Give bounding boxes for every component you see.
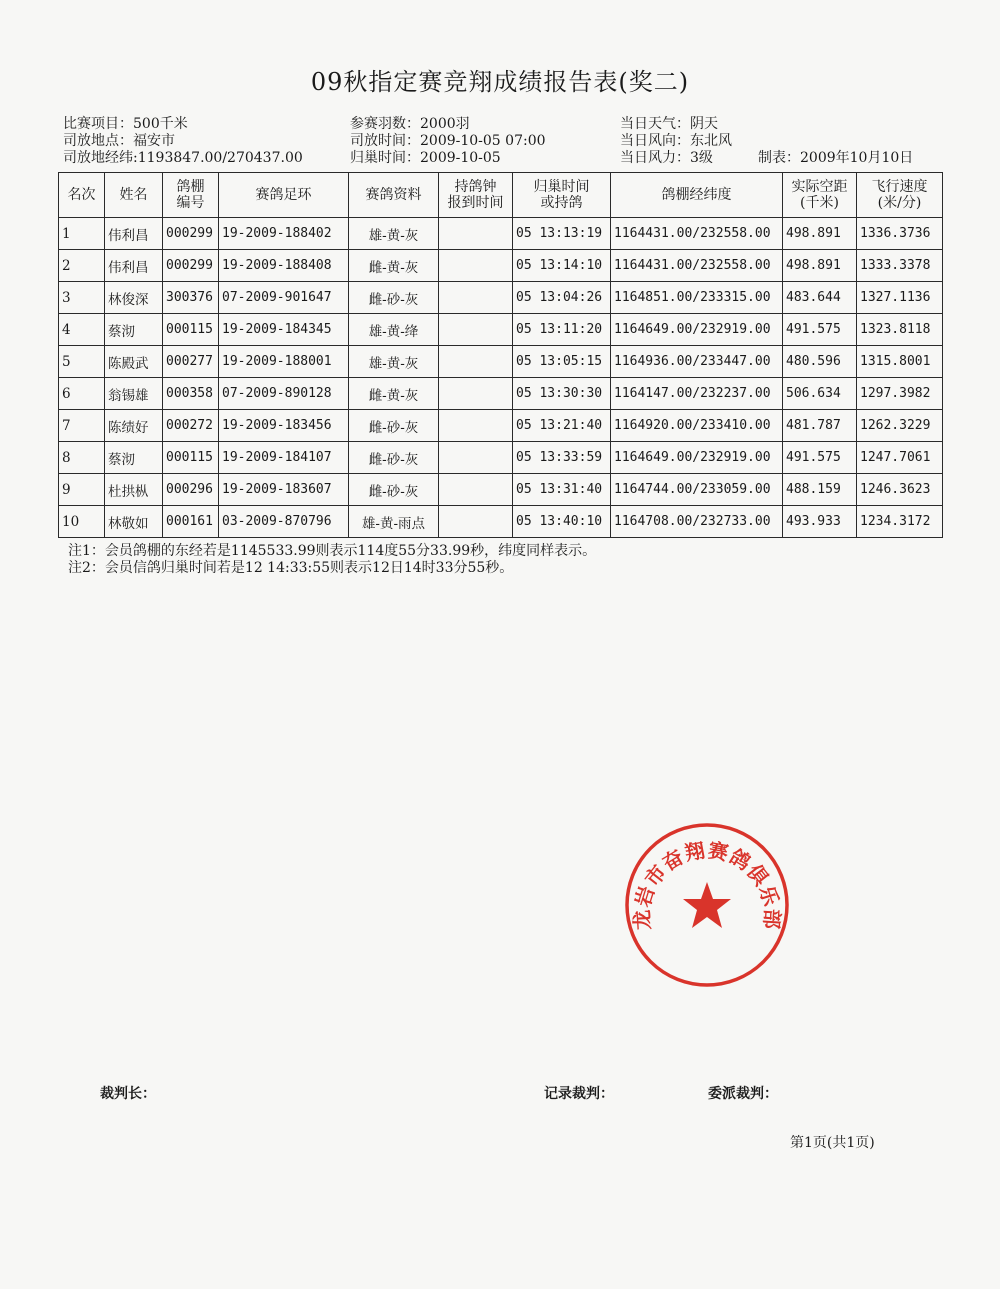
table-cell: 1164431.00/232558.00 xyxy=(611,218,783,250)
table-cell: 1 xyxy=(59,218,105,250)
table-row xyxy=(59,282,943,314)
table-cell: 林俊深 xyxy=(105,282,163,314)
table-row xyxy=(59,218,943,250)
table-cell: 1333.3378 xyxy=(857,250,943,282)
table-cell: 000277 xyxy=(163,346,219,378)
table-cell: 雌-黄-灰 xyxy=(349,378,439,410)
table-cell: 491.575 xyxy=(783,442,857,474)
table-cell: 480.596 xyxy=(783,346,857,378)
table-cell: 1164649.00/232919.00 xyxy=(611,314,783,346)
column-header: 飞行速度 (米/分) xyxy=(857,173,943,218)
wind-direction: 当日风向：东北风 xyxy=(620,133,732,149)
table-cell xyxy=(439,346,513,378)
info-col-3 xyxy=(620,116,732,167)
table-row xyxy=(59,250,943,282)
release-time: 司放时间：2009-10-05 07:00 xyxy=(350,133,546,149)
table-cell: 1246.3623 xyxy=(857,474,943,506)
table-cell: 林敬如 xyxy=(105,506,163,538)
table-cell: 5 xyxy=(59,346,105,378)
table-cell: 1262.3229 xyxy=(857,410,943,442)
column-header: 赛鸽足环 xyxy=(219,173,349,218)
table-cell: 07-2009-890128 xyxy=(219,378,349,410)
table-cell: 蔡沏 xyxy=(105,314,163,346)
table-cell: 陈殿武 xyxy=(105,346,163,378)
info-col-2 xyxy=(350,116,546,167)
table-cell: 陈绩好 xyxy=(105,410,163,442)
table-cell: 03-2009-870796 xyxy=(219,506,349,538)
table-cell xyxy=(439,506,513,538)
notes xyxy=(68,543,596,577)
table-cell xyxy=(439,474,513,506)
table-cell: 19-2009-184345 xyxy=(219,314,349,346)
column-header: 归巢时间 或持鸽 xyxy=(513,173,611,218)
table-row xyxy=(59,442,943,474)
column-header: 鸽棚 编号 xyxy=(163,173,219,218)
table-cell: 000299 xyxy=(163,218,219,250)
table-cell: 506.634 xyxy=(783,378,857,410)
release-coordinates: 司放地经纬:1193847.00/270437.00 xyxy=(63,150,303,166)
table-cell: 19-2009-188001 xyxy=(219,346,349,378)
table-cell: 000296 xyxy=(163,474,219,506)
note-2: 注2：会员信鸽归巢时间若是12 14:33:55则表示12日14时33分55秒。 xyxy=(68,560,514,576)
table-cell: 000161 xyxy=(163,506,219,538)
table-cell: 1297.3982 xyxy=(857,378,943,410)
table-cell: 300376 xyxy=(163,282,219,314)
table-cell: 000358 xyxy=(163,378,219,410)
table-cell: 1247.7061 xyxy=(857,442,943,474)
table-cell: 05 13:11:20 xyxy=(513,314,611,346)
table-cell: 1164744.00/233059.00 xyxy=(611,474,783,506)
table-cell: 000272 xyxy=(163,410,219,442)
table-cell: 05 13:40:10 xyxy=(513,506,611,538)
results-table xyxy=(58,172,943,538)
table-cell: 1164920.00/233410.00 xyxy=(611,410,783,442)
report-date: 制表：2009年10月10日 xyxy=(758,150,914,166)
table-row xyxy=(59,410,943,442)
table-cell: 05 13:14:10 xyxy=(513,250,611,282)
table-cell: 1336.3736 xyxy=(857,218,943,250)
table-cell: 000115 xyxy=(163,442,219,474)
table-cell: 3 xyxy=(59,282,105,314)
document-title: 09秋指定赛竞翔成绩报告表(奖二) xyxy=(310,68,690,96)
table-cell: 19-2009-183607 xyxy=(219,474,349,506)
table-cell: 19-2009-184107 xyxy=(219,442,349,474)
table-cell: 481.787 xyxy=(783,410,857,442)
table-row xyxy=(59,474,943,506)
table-cell: 05 13:33:59 xyxy=(513,442,611,474)
record-referee-label: 记录裁判： xyxy=(544,1086,614,1102)
table-cell: 05 13:21:40 xyxy=(513,410,611,442)
table-cell: 1234.3172 xyxy=(857,506,943,538)
chief-referee-label: 裁判长： xyxy=(100,1086,156,1102)
table-cell: 1315.8001 xyxy=(857,346,943,378)
table-cell: 498.891 xyxy=(783,250,857,282)
table-row xyxy=(59,506,943,538)
table-cell: 1164851.00/233315.00 xyxy=(611,282,783,314)
table-cell: 2 xyxy=(59,250,105,282)
table-cell: 雌-砂-灰 xyxy=(349,442,439,474)
table-cell: 翁锡雄 xyxy=(105,378,163,410)
table-cell: 19-2009-188408 xyxy=(219,250,349,282)
table-cell: 1164708.00/232733.00 xyxy=(611,506,783,538)
table-cell: 483.644 xyxy=(783,282,857,314)
table-cell: 498.891 xyxy=(783,218,857,250)
table-cell: 05 13:13:19 xyxy=(513,218,611,250)
info-col-1 xyxy=(63,116,303,167)
table-cell: 1164936.00/233447.00 xyxy=(611,346,783,378)
table-cell: 493.933 xyxy=(783,506,857,538)
table-cell xyxy=(439,378,513,410)
table-cell: 491.575 xyxy=(783,314,857,346)
table-cell: 雄-黄-雨点 xyxy=(349,506,439,538)
table-cell xyxy=(439,442,513,474)
table-cell: 19-2009-188402 xyxy=(219,218,349,250)
table-cell xyxy=(439,410,513,442)
table-row xyxy=(59,314,943,346)
column-header: 姓名 xyxy=(105,173,163,218)
table-header-row xyxy=(59,173,943,218)
column-header: 实际空距 (千米) xyxy=(783,173,857,218)
delegate-referee-label: 委派裁判： xyxy=(708,1086,778,1102)
return-date: 归巢时间：2009-10-05 xyxy=(350,150,501,166)
table-cell: 伟利昌 xyxy=(105,250,163,282)
table-cell: 6 xyxy=(59,378,105,410)
table-cell: 1164431.00/232558.00 xyxy=(611,250,783,282)
table-cell: 蔡沏 xyxy=(105,442,163,474)
column-header: 鸽棚经纬度 xyxy=(611,173,783,218)
club-seal xyxy=(622,820,792,990)
table-cell: 8 xyxy=(59,442,105,474)
table-cell: 雌-砂-灰 xyxy=(349,474,439,506)
weather: 当日天气：阴天 xyxy=(620,116,718,132)
table-cell: 10 xyxy=(59,506,105,538)
svg-text:龙岩市奋翔赛鸽俱乐部: 龙岩市奋翔赛鸽俱乐部 xyxy=(629,837,785,931)
table-cell: 杜拱枞 xyxy=(105,474,163,506)
table-cell: 000299 xyxy=(163,250,219,282)
table-cell: 雄-黄-灰 xyxy=(349,346,439,378)
table-cell: 1327.1136 xyxy=(857,282,943,314)
table-cell: 伟利昌 xyxy=(105,218,163,250)
note-1: 注1：会员鸽棚的东经若是1145533.99则表示114度55分33.99秒，纬度同样表示。 xyxy=(68,543,597,559)
wind-force: 当日风力：3级 xyxy=(620,150,713,166)
table-cell: 1323.8118 xyxy=(857,314,943,346)
page-number: 第1页(共1页) xyxy=(790,1135,875,1151)
entry-count: 参赛羽数：2000羽 xyxy=(350,116,470,132)
race-distance: 比赛项目：500千米 xyxy=(63,116,188,132)
table-cell: 07-2009-901647 xyxy=(219,282,349,314)
table-cell: 雌-黄-灰 xyxy=(349,250,439,282)
table-cell xyxy=(439,250,513,282)
table-cell: 05 13:05:15 xyxy=(513,346,611,378)
table-cell: 000115 xyxy=(163,314,219,346)
column-header: 赛鸽资料 xyxy=(349,173,439,218)
table-cell xyxy=(439,282,513,314)
table-cell: 雄-黄-绛 xyxy=(349,314,439,346)
table-row xyxy=(59,346,943,378)
table-cell: 05 13:30:30 xyxy=(513,378,611,410)
column-header: 名次 xyxy=(59,173,105,218)
table-cell: 7 xyxy=(59,410,105,442)
table-row xyxy=(59,378,943,410)
table-cell: 1164147.00/232237.00 xyxy=(611,378,783,410)
table-cell: 雌-砂-灰 xyxy=(349,282,439,314)
table-cell: 1164649.00/232919.00 xyxy=(611,442,783,474)
column-header: 持鸽钟 报到时间 xyxy=(439,173,513,218)
table-cell: 488.159 xyxy=(783,474,857,506)
table-cell xyxy=(439,314,513,346)
table-cell: 雌-砂-灰 xyxy=(349,410,439,442)
release-location: 司放地点：福安市 xyxy=(63,133,175,149)
table-cell: 05 13:04:26 xyxy=(513,282,611,314)
table-cell xyxy=(439,218,513,250)
table-cell: 4 xyxy=(59,314,105,346)
table-cell: 19-2009-183456 xyxy=(219,410,349,442)
table-cell: 雄-黄-灰 xyxy=(349,218,439,250)
table-cell: 9 xyxy=(59,474,105,506)
table-cell: 05 13:31:40 xyxy=(513,474,611,506)
